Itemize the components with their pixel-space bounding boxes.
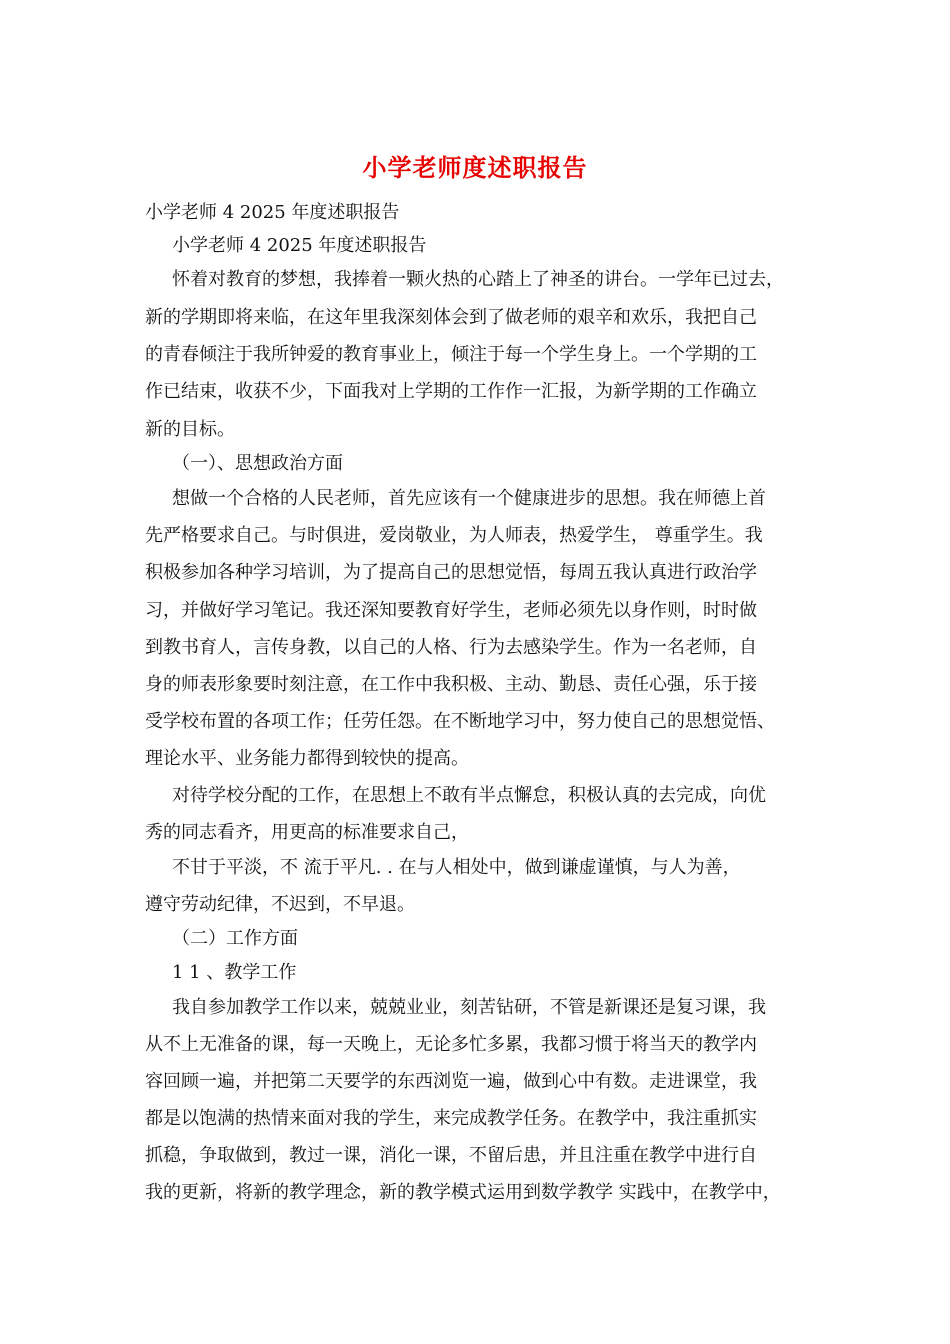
paragraph-line: 想做一个合格的人民老师，首先应该有一个健康进步的思想。我在师德上首 (172, 488, 766, 509)
paragraph-line: 积极参加各种学习培训，为了提高自己的思想觉悟，每周五我认真进行政治学 (145, 562, 757, 583)
paragraph-line: 到教书育人，言传身教，以自己的人格、行为去感染学生。作为一名老师，自 (145, 637, 757, 658)
paragraph-line: 秀的同志看齐，用更高的标准要求自己， (145, 822, 469, 843)
paragraph-line: 从不上无准备的课，每一天晚上，无论多忙多累，我都习惯于将当天的教学内 (145, 1034, 757, 1055)
paragraph-line: 作已结束，收获不少，下面我对上学期的工作作一汇报，为新学期的工作确立 (145, 381, 757, 402)
paragraph-line: 对待学校分配的工作，在思想上不敢有半点懈怠，积极认真的去完成，向优 (172, 785, 766, 806)
paragraph-line: 我的更新，将新的教学理念，新的教学模式运用到数学教学 实践中，在教学中， (145, 1182, 781, 1203)
paragraph-line: 新的目标。 (145, 419, 235, 440)
subsection-heading: 1 1 、教学工作 (172, 962, 297, 983)
paragraph-line: 理论水平、业务能力都得到较快的提高。 (145, 748, 469, 769)
document-title: 小学老师度述职报告 (362, 153, 588, 182)
paragraph-line: 习，并做好学习笔记。我还深知要教育好学生，老师必须先以身作则，时时做 (145, 600, 757, 621)
section-heading: （二）工作方面 (172, 928, 298, 949)
paragraph-line: 我自参加教学工作以来，兢兢业业，刻苦钻研，不管是新课还是复习课，我 (172, 997, 766, 1018)
paragraph-line: 都是以饱满的热情来面对我的学生，来完成教学任务。在教学中，我注重抓实 (145, 1108, 757, 1129)
paragraph-line: 容回顾一遍，并把第二天要学的东西浏览一遍，做到心中有数。走进课堂，我 (145, 1071, 757, 1092)
paragraph-line: 受学校布置的各项工作；任劳任怨。在不断地学习中，努力使自己的思想觉悟、 (145, 711, 775, 732)
paragraph-line: 身的师表形象要时刻注意，在工作中我积极、主动、勤恳、责任心强，乐于接 (145, 674, 757, 695)
paragraph-line: 不甘于平淡，不 流于平凡. . 在与人相处中，做到谦虚谨慎，与人为善， (172, 857, 741, 878)
paragraph-line: 抓稳，争取做到，教过一课，消化一课，不留后患，并且注重在教学中进行自 (145, 1145, 757, 1166)
subtitle-line: 小学老师 4 2025 年度述职报告 (145, 202, 400, 223)
section-heading: （一）、思想政治方面 (172, 453, 343, 474)
paragraph-line: 的青春倾注于我所钟爱的教育事业上，倾注于每一个学生身上。一个学期的工 (145, 344, 757, 365)
paragraph-line: 新的学期即将来临，在这年里我深刻体会到了做老师的艰辛和欢乐，我把自己 (145, 307, 757, 328)
paragraph-line: 先严格要求自己。与时俱进，爱岗敬业，为人师表，热爱学生， 尊重学生。我 (145, 525, 763, 546)
subtitle-line-indented: 小学老师 4 2025 年度述职报告 (172, 235, 427, 256)
paragraph-line: 怀着对教育的梦想，我捧着一颗火热的心踏上了神圣的讲台。一学年已过去， (172, 269, 784, 290)
paragraph-line: 遵守劳动纪律，不迟到，不早退。 (145, 894, 415, 915)
